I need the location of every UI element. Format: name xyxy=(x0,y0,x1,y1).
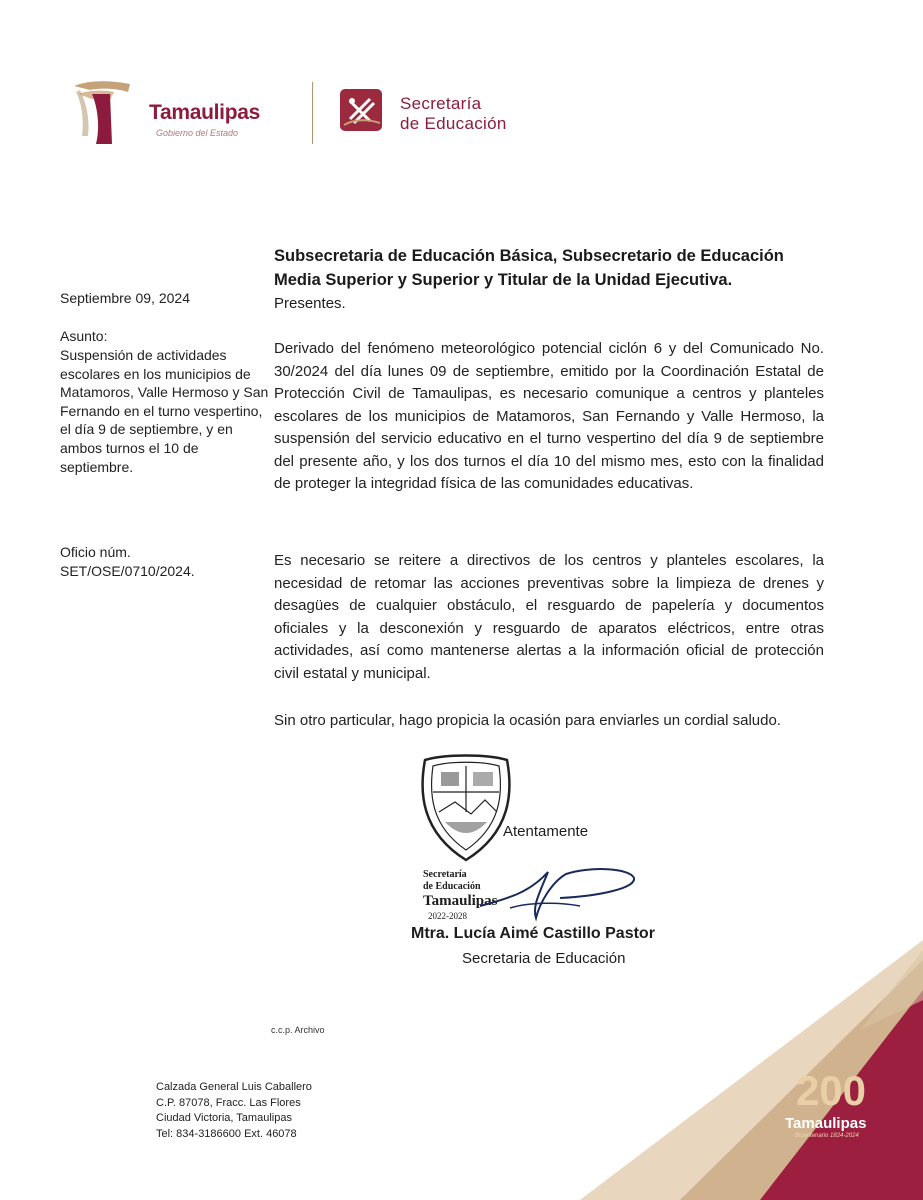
signer-title: Secretaria de Educación xyxy=(462,950,626,967)
subject-label: Asunto: xyxy=(60,328,108,344)
letter-paragraph-2: Es necesario se reitere a directivos de los centros y planteles escolares, la necesidad de retomar las acciones preventivas sobre la limpieza de drenes y desagües de cualquier obstáculo, el resguardo de papelería y documentos oficiales y la desconexión y resguardo de aparatos eléctricos, entre otras actividades, así como mantenerse alertas a la información oficial de protección civil estatal y municipal. xyxy=(274,552,824,682)
oficio-label: Oficio núm. xyxy=(60,544,131,560)
document-date: Septiembre 09, 2024 xyxy=(60,290,190,306)
oficio-number: SET/OSE/0710/2024. xyxy=(60,563,195,579)
government-name: Tamaulipas xyxy=(149,101,260,124)
subject-text: Suspensión de actividades escolares en los municipios de Matamoros, Valle Hermoso y San Fernando en el turno vespertino, el día 9 de septiembre, y en ambos turnos el 10 de septiembre. xyxy=(60,347,269,475)
handwritten-signature xyxy=(470,862,640,922)
address-block xyxy=(156,1080,312,1142)
stamp-line-3: Tamaulipas xyxy=(423,893,498,909)
address-line-4: Tel: 834-3186600 Ext. 46078 xyxy=(156,1127,297,1140)
state-seal-icon xyxy=(415,752,517,864)
address-line-3: Ciudad Victoria, Tamaulipas xyxy=(156,1112,292,1124)
education-secretariat-icon xyxy=(340,89,382,131)
letter-recipient: Subsecretaria de Educación Básica, Subsecretario de Educación Media Superior y Superior y Titular de la Unidad Ejecutiva. xyxy=(274,247,784,289)
signer-name: Mtra. Lucía Aimé Castillo Pastor xyxy=(411,925,655,942)
copy-recipient: c.c.p. Archivo xyxy=(271,1025,325,1035)
stamp-line-1: Secretaría xyxy=(423,869,467,880)
letter-paragraph-1: Derivado del fenómeno meteorológico potencial ciclón 6 y del Comunicado No. 30/2024 del día lunes 09 de septiembre, emitido por la Coordinación Estatal de Protección Civil de Tamaulipas, es necesario comunique a centros y planteles escolares de los municipios de Matamoros, San Fernando y Valle Hermoso, la suspensión del servicio educativo en el turno vespertino del día 9 de septiembre del presente año, y los dos turnos el día 10 del mismo mes, esto con la finalidad de proteger la integridad física de las comunidades educativas. xyxy=(274,340,824,492)
letter-paragraph-3: Sin otro particular, hago propicia la ocasión para enviarles un cordial saludo. xyxy=(274,712,781,729)
tamaulipas-logo-icon xyxy=(70,78,132,146)
letter-greeting: Presentes. xyxy=(274,295,346,312)
address-line-2: C.P. 87078, Fracc. Las Flores xyxy=(156,1096,301,1109)
address-line-1: Calzada General Luis Caballero xyxy=(156,1081,312,1093)
stamp-line-4: 2022-2028 xyxy=(428,911,467,921)
secretariat-name-line1: Secretaría xyxy=(400,94,482,113)
secretariat-name-line2: de Educación xyxy=(400,114,507,133)
header-divider xyxy=(312,82,313,144)
bicentennial-subtitle: Bicentenario 1824-2024 xyxy=(795,1133,859,1139)
stamp-line-2: de Educación xyxy=(423,881,481,892)
bicentennial-number: 200 xyxy=(795,1067,867,1113)
bicentennial-logo-icon xyxy=(786,1065,876,1113)
government-subtitle: Gobierno del Estado xyxy=(156,128,239,138)
bicentennial-name: Tamaulipas xyxy=(785,1115,867,1132)
closing-text: Atentamente xyxy=(503,823,589,840)
